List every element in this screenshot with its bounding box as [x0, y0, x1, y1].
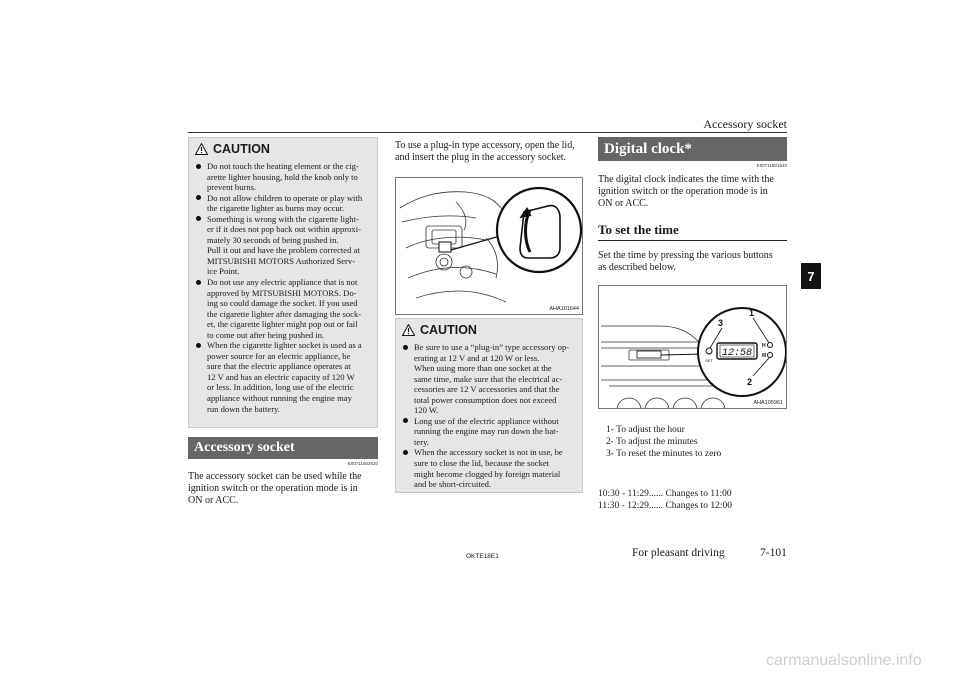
- warning-triangle-icon: [402, 324, 415, 336]
- bullet-line: mately 30 seconds of being pushed in.: [207, 234, 339, 245]
- bullet-line: and be short-circuited.: [414, 479, 492, 490]
- rule-line: 10:30 - 11:29...... Changes to 11:00: [598, 489, 732, 499]
- caution-box-socket: [395, 318, 583, 493]
- warning-triangle-icon: [195, 143, 208, 155]
- bullet-line: Do not touch the heating element or the cig-: [207, 161, 359, 171]
- body-line: The digital clock indicates the time with the: [598, 174, 774, 185]
- minute-button-label: M: [762, 353, 767, 359]
- section-title-bar: [598, 137, 787, 161]
- header-rule: [188, 132, 787, 133]
- bullet-line: Pull it out and have the problem corrected at: [207, 245, 360, 256]
- running-header: Accessory socket: [703, 117, 787, 131]
- bullet-line: er if it does not pop back out within approxi-: [207, 224, 361, 235]
- bullet-item: [195, 277, 373, 340]
- bullet-line: When the cigarette lighter socket is used as a: [207, 340, 362, 351]
- bullet-line: the cigarette lighter after damaging the sock-: [207, 308, 362, 319]
- section-title-bar: [188, 437, 378, 459]
- caution-heading: [195, 141, 373, 157]
- bullet-line: MITSUBISHI MOTORS Authorized Serv-: [207, 255, 356, 266]
- section-code: E00711602620: [347, 461, 378, 466]
- chapter-tab[interactable]: 7: [801, 263, 821, 289]
- rule-line: 11:30 - 12:29...... Changes to 12:00: [598, 501, 732, 511]
- callout-1: 1: [749, 308, 755, 318]
- body-line: Set the time by pressing the various buttons: [598, 250, 773, 261]
- bullet-icon: [196, 280, 201, 285]
- subsection-rule: [598, 240, 787, 241]
- bullet-item: [195, 214, 373, 277]
- page-number: 7-101: [760, 547, 787, 559]
- bullet-icon: [196, 216, 201, 221]
- bullet-line: tery.: [414, 436, 429, 447]
- bullet-line: et, the cigarette lighter might pop out or fail: [207, 319, 358, 330]
- hour-button-label: H: [762, 343, 766, 349]
- bullet-line: power source for an electric appliance, be: [207, 350, 351, 361]
- bullet-line: erating at 12 V and at 120 W or less.: [414, 352, 540, 363]
- figure-code: AHA105961: [753, 400, 783, 406]
- bullet-icon: [403, 450, 408, 455]
- bullet-icon: [196, 195, 201, 200]
- body-line: The accessory socket can be used while the: [188, 471, 362, 482]
- section-body: [598, 174, 787, 209]
- footer-section: For pleasant driving: [632, 547, 725, 559]
- figure-code: AHA101644: [549, 306, 579, 312]
- caution-box-lighter: [188, 137, 378, 428]
- bullet-item: [402, 342, 578, 416]
- bullet-line: might become clogged by foreign material: [414, 468, 561, 479]
- bullet-line: running the engine may run down the bat-: [414, 426, 559, 437]
- bullet-line: Do not allow children to operate or play with: [207, 192, 363, 203]
- body-line: ON or ACC.: [188, 494, 239, 506]
- watermark: carmanualsonline.info: [766, 652, 922, 669]
- legend-item: 2- To adjust the minutes: [606, 437, 698, 447]
- dashboard-illustration: [599, 286, 787, 409]
- console-illustration: [396, 178, 583, 315]
- caution-list: [402, 342, 578, 490]
- intro-text: [395, 140, 583, 164]
- section-title: Accessory socket: [194, 440, 295, 455]
- footer-code: OKTE18E1: [466, 553, 499, 560]
- clock-display-text: 12:58: [721, 348, 753, 359]
- section-body: [188, 471, 378, 506]
- callout-2: 2: [747, 377, 753, 387]
- bullet-line: sure that the electric appliance operates at: [207, 361, 351, 372]
- body-line: ignition switch or the operation mode is in: [598, 185, 768, 197]
- bullet-line: same time, make sure that the electrical ac-: [414, 373, 563, 384]
- bullet-line: ing so could damage the socket. If you used: [207, 298, 358, 309]
- bullet-line: to come out after being pushed in.: [207, 329, 325, 340]
- bullet-line: 120 W.: [414, 405, 439, 416]
- section-code: E00711801540: [756, 163, 787, 168]
- bullet-line: arette lighter housing, hold the knob only to: [207, 171, 358, 182]
- bullet-line: cessories are 12 V accessories and that the: [414, 384, 560, 395]
- bullet-line: Something is wrong with the cigarette light-: [207, 213, 359, 224]
- bullet-line: When using more than one socket at the: [414, 363, 552, 374]
- bullet-line: sure to close the lid, because the socket: [414, 458, 550, 469]
- bullet-line: 12 V and has an electric capacity of 120 W: [207, 371, 355, 382]
- callout-legend: [606, 424, 786, 460]
- bullet-item: [195, 161, 373, 193]
- legend-item: 3- To reset the minutes to zero: [606, 449, 722, 459]
- set-button-label: SET: [705, 358, 713, 363]
- bullet-item: [195, 340, 373, 414]
- legend-item: 1- To adjust the hour: [606, 425, 685, 435]
- digital-clock-figure: [598, 285, 787, 409]
- callout-3: 3: [718, 318, 724, 328]
- subsection-body: [598, 250, 787, 274]
- bullet-item: [402, 447, 578, 489]
- bullet-line: Long use of the electric appliance without: [414, 415, 559, 426]
- bullet-line: ice Point.: [207, 266, 240, 277]
- bullet-line: prevent burns.: [207, 182, 257, 193]
- bullet-line: run down the battery.: [207, 403, 280, 414]
- bullet-item: [195, 193, 373, 214]
- bullet-line: approved by MITSUBISHI MOTORS. Do-: [207, 287, 357, 298]
- body-line: as described below.: [598, 261, 676, 273]
- body-line: ON or ACC.: [598, 197, 649, 209]
- caution-heading: [402, 322, 578, 338]
- section-title: Digital clock*: [604, 140, 692, 157]
- bullet-line: Be sure to use a “plug-in” type accessory op-: [414, 342, 570, 352]
- rounding-rules: [598, 488, 787, 512]
- bullet-line: the cigarette lighter as burns may occur.: [207, 203, 345, 214]
- bullet-line: or less. In addition, long use of the electric: [207, 382, 354, 393]
- bullet-line: total power consumption does not exceed: [414, 394, 557, 405]
- subsection-title: To set the time: [598, 222, 679, 237]
- bullet-icon: [196, 343, 201, 348]
- caution-list: [195, 161, 373, 414]
- bullet-line: appliance without running the engine may: [207, 393, 352, 404]
- bullet-line: Do not use any electric appliance that is not: [207, 277, 358, 288]
- body-line: To use a plug-in type accessory, open the lid,: [395, 140, 575, 151]
- body-line: ignition switch or the operation mode is in: [188, 482, 358, 494]
- bullet-icon: [403, 418, 408, 423]
- bullet-icon: [403, 345, 408, 350]
- caution-title: CAUTION: [420, 323, 477, 337]
- bullet-icon: [196, 164, 201, 169]
- caution-title: CAUTION: [213, 142, 270, 156]
- body-line: and insert the plug in the accessory socket.: [395, 151, 567, 163]
- bullet-item: [402, 416, 578, 448]
- accessory-socket-figure: [395, 177, 583, 315]
- bullet-line: When the accessory socket is not in use, be: [414, 447, 563, 458]
